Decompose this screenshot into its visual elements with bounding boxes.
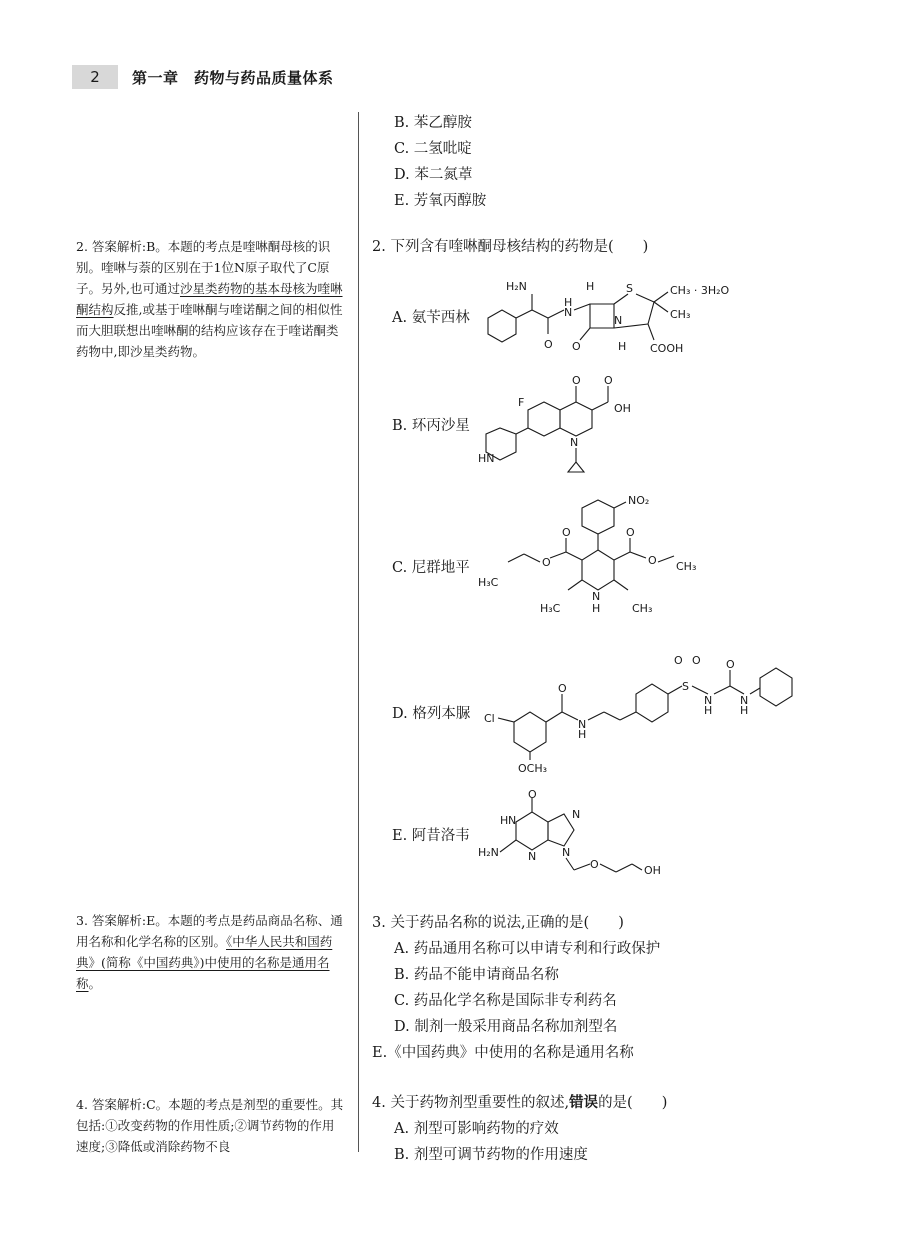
chem-label: O [626,526,635,539]
q3-block [372,910,842,1066]
chem-label: O [726,658,735,671]
explanation-underlined: 《中华人民共和国药典》(简称《中国药典》)中使用的名称是通用名称 [76,934,333,991]
option: B. 苯乙醇胺 [394,115,472,131]
chem-label: N [740,694,749,707]
chem-label: CH₃ [670,308,691,321]
chem-label: S [626,282,633,295]
chem-label: O [544,338,553,351]
chem-label: N [614,314,623,327]
chem-label: COOH [650,342,684,355]
chem-label: H [578,728,587,741]
chem-label: H [704,704,713,717]
q1-options [372,110,842,214]
chem-label: H [740,704,749,717]
question-text: 2. 下列含有喹啉酮母核结构的药物是( ) [372,239,649,255]
chem-label: N [562,846,571,859]
chem-label: N [570,436,579,449]
chem-label: O [572,374,581,387]
option: A. 药品通用名称可以申请专利和行政保护 [394,941,661,957]
q2-question [372,234,842,260]
option: C. 药品化学名称是国际非专利药名 [394,993,617,1009]
chem-label: O [542,556,551,569]
option: B. 剂型可调节药物的作用速度 [394,1147,588,1163]
ciprofloxacin-structure [478,372,698,484]
explanation-underlined: 沙星类药物的基本母核为喹啉酮结构 [76,281,343,317]
chem-label: N [572,808,581,821]
chem-label: HN [478,452,495,465]
chem-label: CH₃ [632,602,653,615]
page-number: 2 [72,65,118,89]
chem-label: N [564,306,573,319]
chapter-title: 第一章 药物与药品质量体系 [132,68,334,87]
question-suffix: 的是( ) [598,1095,668,1111]
explanation-text: 。 [88,976,102,991]
q4-block [372,1090,842,1168]
chem-label: O [572,340,581,353]
option: D. 苯二氮䓬 [394,167,473,183]
ampicillin-structure [478,276,748,358]
option: B. 药品不能申请商品名称 [394,967,559,983]
chem-label: H₂N [478,846,499,859]
chem-label: Cl [484,712,495,725]
option-e: E. 阿昔洛韦 [392,828,470,844]
chem-label: H₃C [540,602,561,615]
column-divider [358,112,359,1152]
chem-label: O [590,858,599,871]
option: E.《中国药典》中使用的名称是通用名称 [372,1045,634,1061]
option-b: B. 环丙沙星 [392,418,470,434]
chem-label: H [564,296,573,309]
nitrendipine-structure [478,494,718,628]
chem-label: O [648,554,657,567]
chem-label: H [618,340,627,353]
chem-label: O [674,654,683,667]
option: A. 剂型可影响药物的疗效 [394,1121,559,1137]
chem-label: N [508,814,517,827]
option: E. 芳氧丙醇胺 [394,193,487,209]
explanation-text: 3. 答案解析:E。本题的考点是药品商品名称、通用名称和化学名称的区别。 [76,913,343,949]
chem-label: H [500,814,509,827]
chem-label: NO₂ [628,494,650,507]
question-text: 3. 关于药品名称的说法,正确的是( ) [372,915,624,931]
chem-label: CH₃ · 3H₂O [670,284,730,297]
chem-label: OH [614,402,631,415]
chem-label: O [562,526,571,539]
chem-label: F [518,396,525,409]
chem-label: O [528,790,537,801]
explanation-text: 反推,或基于喹啉酮与喹诺酮之间的相似性而大胆联想出喹啉酮的结构应该存在于喹诺酮类药物中,即沙星类药物。 [76,302,343,359]
acyclovir-structure [478,790,678,886]
chem-label: H₂N [506,280,527,293]
chem-label: N [578,718,587,731]
chem-label: O [558,682,567,695]
explanation-text: 4. 答案解析:C。本题的考点是剂型的重要性。其包括:①改变药物的作用性质;②调节药物的作用速度;③降低或消除药物不良 [76,1097,344,1154]
chem-label: OCH₃ [518,762,548,775]
chem-label: CH₃ [676,560,697,573]
chem-label: H [592,602,601,615]
page-header [72,64,334,90]
glibenclamide-structure [478,650,808,776]
option: C. 二氢吡啶 [394,141,472,157]
chem-label: N [528,850,537,863]
q2-explanation [76,236,346,362]
chem-label: OH [644,864,661,877]
chem-label: H₃C [478,576,499,589]
option-a: A. 氨苄西林 [392,310,470,326]
chem-label: O [604,374,613,387]
chem-label: N [592,590,601,603]
chem-label: N [704,694,713,707]
option: D. 制剂一般采用商品名称加剂型名 [394,1019,618,1035]
chem-label: O [692,654,701,667]
chem-label: S [682,680,689,693]
question-prefix: 4. 关于药物剂型重要性的叙述, [372,1095,570,1111]
option-c: C. 尼群地平 [392,560,470,576]
chem-label: H [586,280,595,293]
q4-explanation [76,1094,346,1157]
explanation-text: 2. 答案解析:B。本题的考点是喹啉酮母核的识别。喹啉与萘的区别在于1位N原子取代了C原子。另外,也可通过 [76,239,331,296]
option-d: D. 格列本脲 [392,706,471,722]
question-text [372,1090,842,1116]
q3-explanation [76,910,346,994]
question-emphasis: 错误 [569,1094,599,1111]
